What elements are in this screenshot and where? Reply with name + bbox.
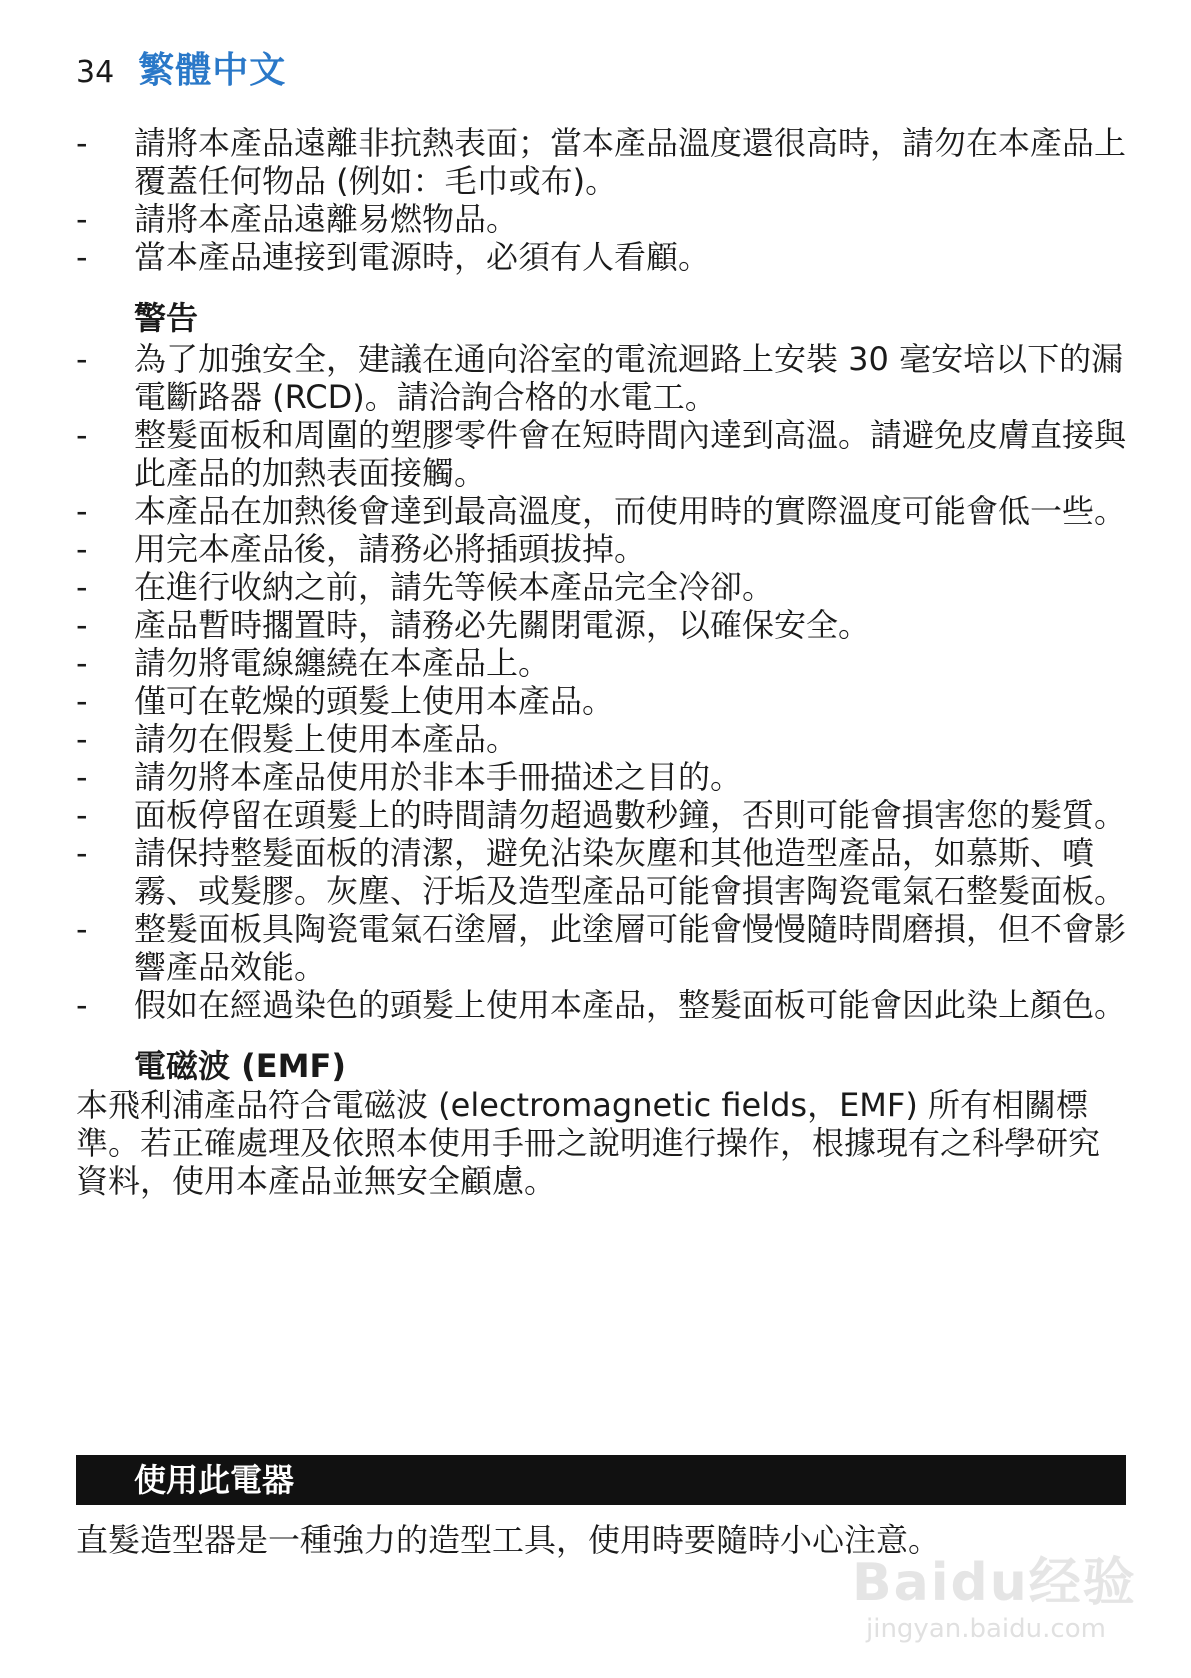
list-item: - 產品暫時擱置時，請務必先關閉電源，以確保安全。: [76, 606, 1126, 644]
warning-heading: 警告: [134, 299, 199, 337]
list-item: - 請勿將電線纏繞在本產品上。: [76, 644, 1126, 682]
list-item: - 當本產品連接到電源時，必須有人看顧。: [76, 238, 1126, 276]
watermark-url: jingyan.baidu.com: [866, 1614, 1106, 1644]
safety-list: [76, 124, 1126, 276]
main-content: [76, 124, 1126, 1200]
list-item: - 請將本產品遠離易燃物品。: [76, 200, 1126, 238]
warning-list: [76, 340, 1126, 1024]
list-item: - 整髮面板和周圍的塑膠零件會在短時間內達到高溫。請避免皮膚直接與此產品的加熱表面接觸。: [76, 416, 1126, 492]
section-title: 使用此電器: [134, 1461, 295, 1499]
emf-paragraph: 本飛利浦產品符合電磁波 (electromagnetic fields，EMF) 所有相關標準。若正確處理及依照本使用手冊之說明進行操作，根據現有之科學研究資料，使用本產品並無安全顧慮。: [76, 1086, 1101, 1200]
list-item: - 僅可在乾燥的頭髮上使用本產品。: [76, 682, 1126, 720]
list-item: - 整髮面板具陶瓷電氣石塗層，此塗層可能會慢慢隨時間磨損，但不會影響產品效能。: [76, 910, 1126, 986]
list-item: - 請保持整髮面板的清潔，避免沾染灰塵和其他造型產品，如慕斯、噴霧、或髮膠。灰塵、汙垢及造型產品可能會損害陶瓷電氣石整髮面板。: [76, 834, 1126, 910]
list-item: - 假如在經過染色的頭髮上使用本產品，整髮面板可能會因此染上顏色。: [76, 986, 1126, 1024]
list-item: - 請勿在假髮上使用本產品。: [76, 720, 1126, 758]
list-item: - 請將本產品遠離非抗熱表面；當本產品溫度還很高時，請勿在本產品上覆蓋任何物品 (例如：毛巾或布)。: [76, 124, 1126, 200]
page-header: [76, 42, 286, 92]
watermark-logo: Baidu经验: [852, 1553, 1137, 1613]
section-title-bar: [76, 1455, 1126, 1505]
list-item: - 本產品在加熱後會達到最高溫度，而使用時的實際溫度可能會低一些。: [76, 492, 1126, 530]
page-number: 34: [76, 55, 115, 90]
baidu-watermark: [852, 1540, 1172, 1660]
list-item: - 面板停留在頭髮上的時間請勿超過數秒鐘，否則可能會損害您的髮質。: [76, 796, 1126, 834]
language-title: 繁體中文: [138, 50, 287, 91]
list-item: - 用完本產品後，請務必將插頭拔掉。: [76, 530, 1126, 568]
emf-heading: 電磁波 (EMF): [134, 1047, 346, 1085]
list-item: - 為了加強安全，建議在通向浴室的電流迴路上安裝 30 毫安培以下的漏電斷路器 (RCD)。請洽詢合格的水電工。: [76, 340, 1126, 416]
list-item: - 在進行收納之前，請先等候本產品完全冷卻。: [76, 568, 1126, 606]
intro-paragraph: 直髮造型器是一種強力的造型工具，使用時要隨時小心注意。: [76, 1521, 941, 1559]
list-item: - 請勿將本產品使用於非本手冊描述之目的。: [76, 758, 1126, 796]
